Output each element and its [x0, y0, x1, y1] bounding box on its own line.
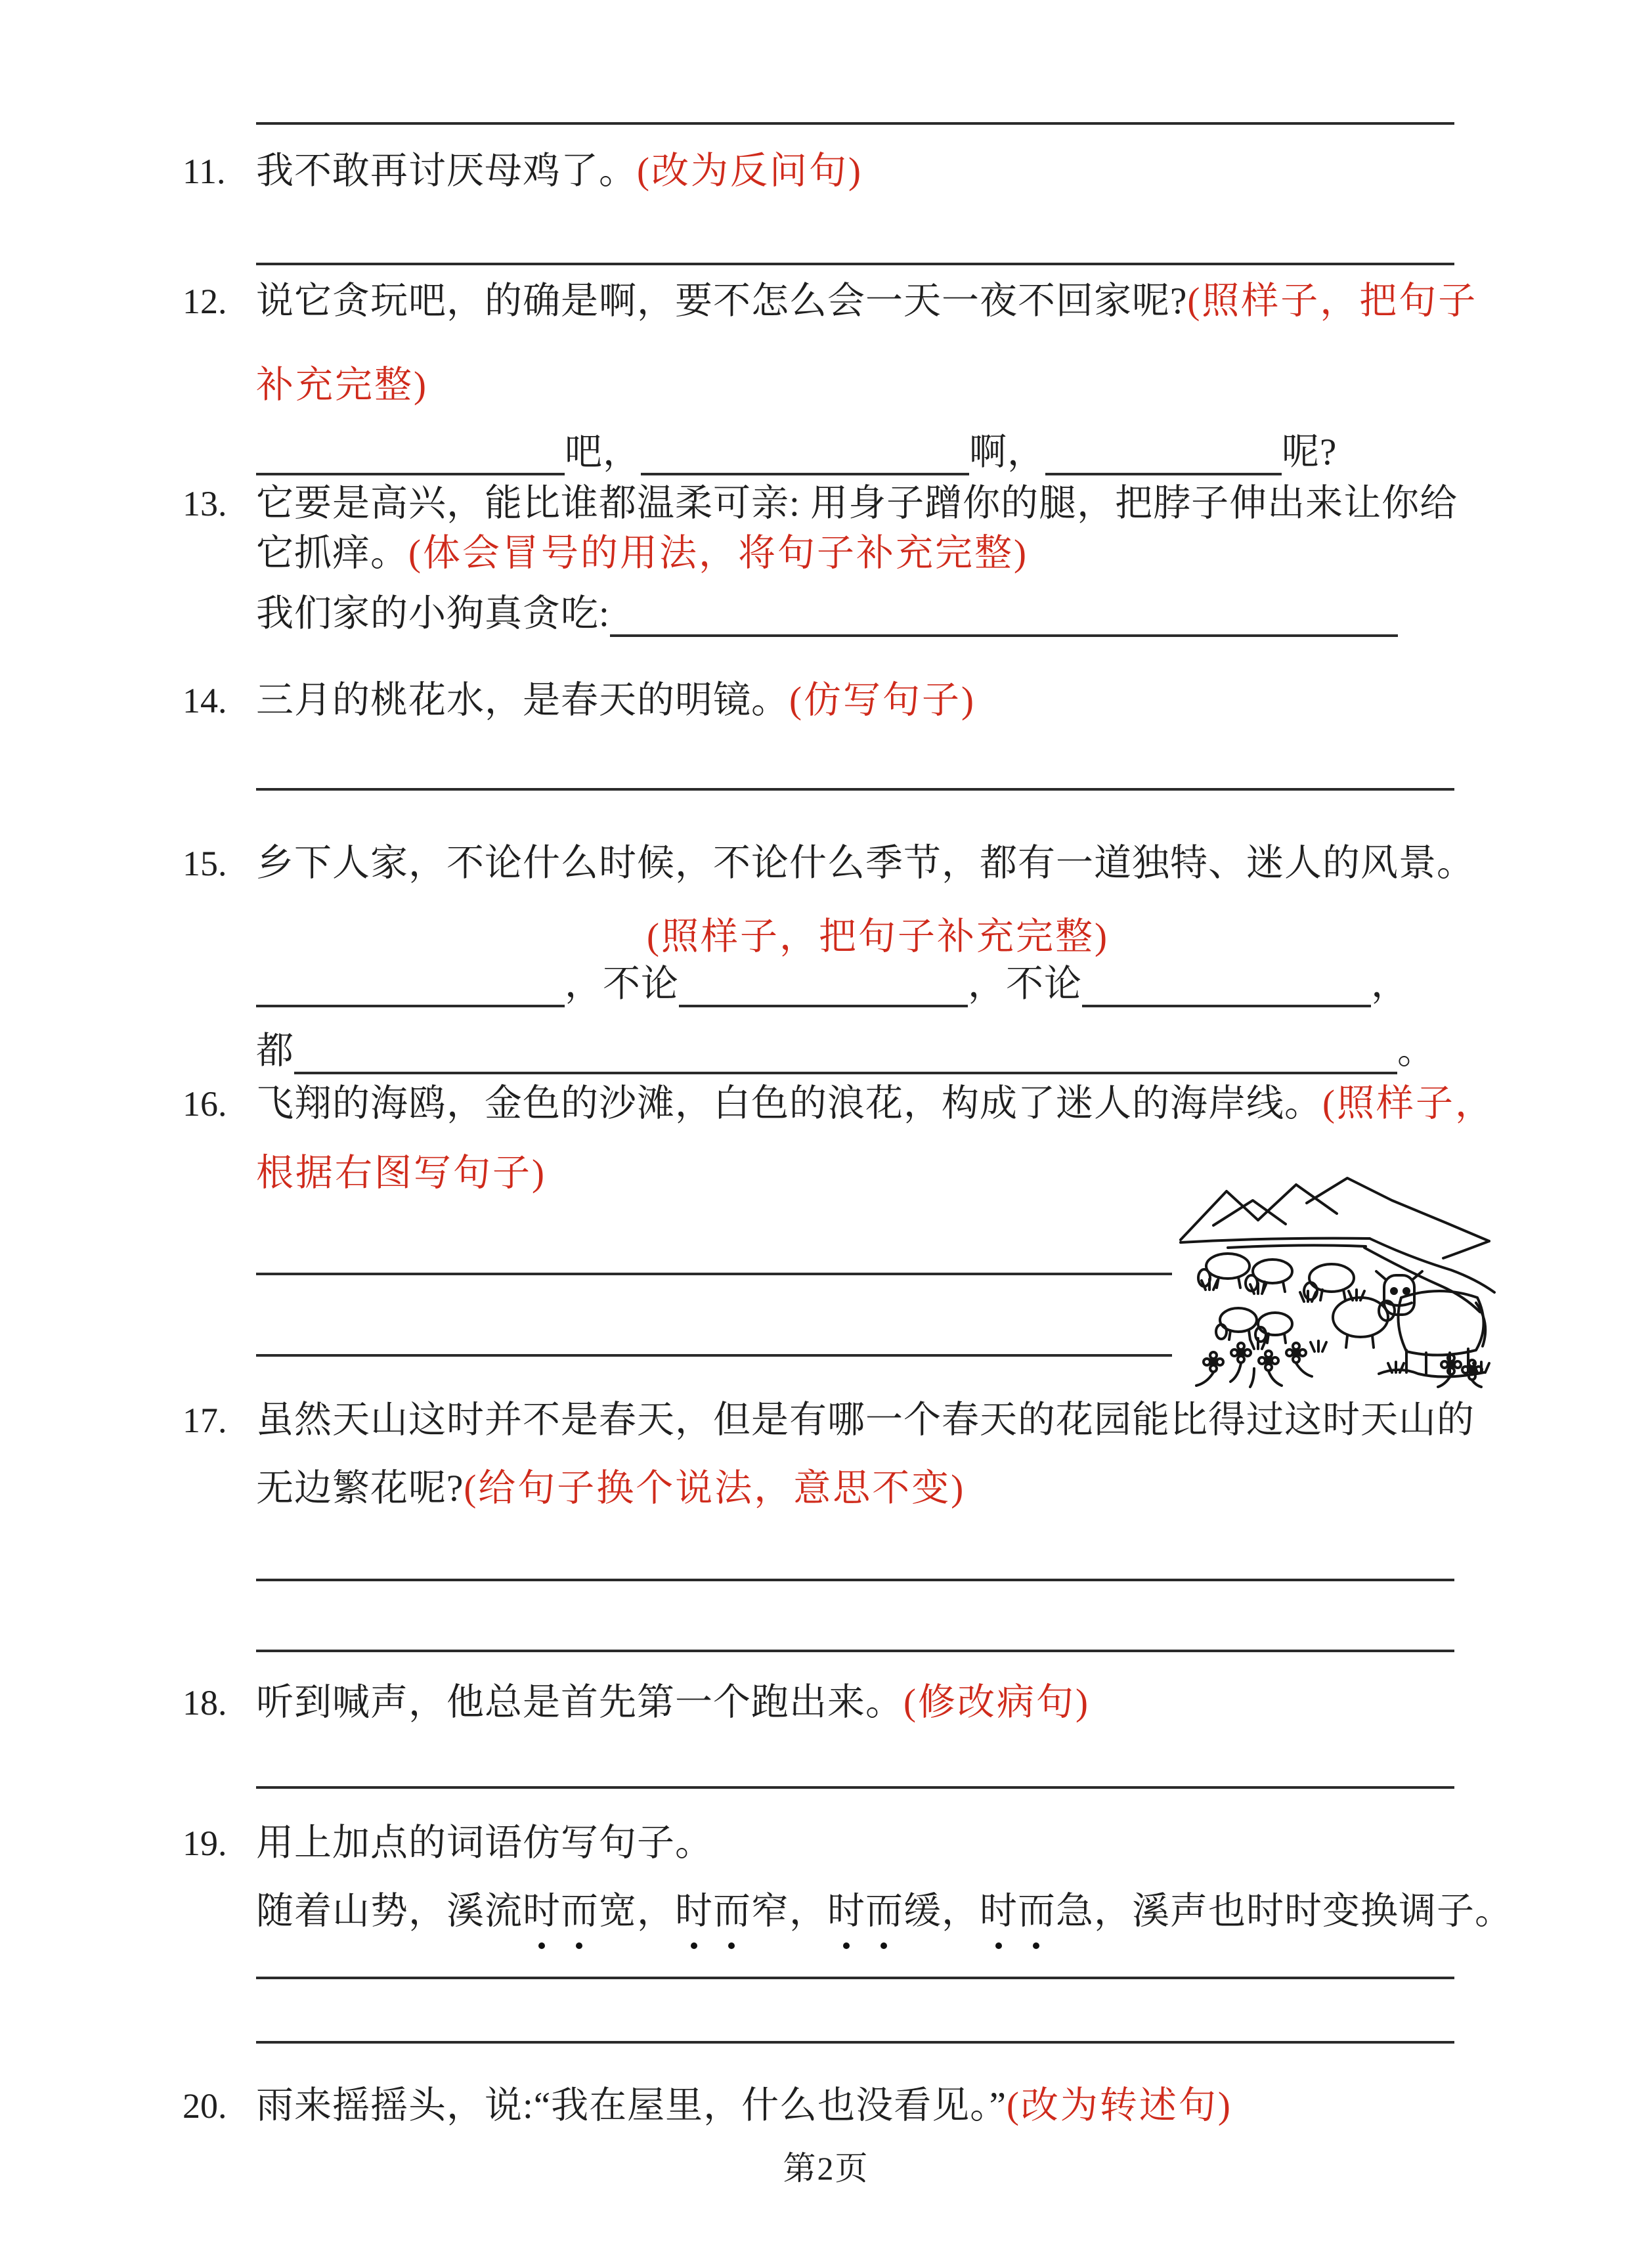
question-13-line-1 — [183, 481, 1458, 527]
fill-suffix: 。 — [1397, 1030, 1435, 1072]
question-text: 说它贪玩吧，的确是啊，要不怎么会一天一夜不回家呢? — [256, 280, 1188, 322]
answer-line — [256, 1273, 1172, 1275]
question-13-fill-line — [256, 591, 1398, 637]
instruction-note: (照样子， — [1322, 1083, 1494, 1124]
question-text: 听到喊声，他总是首先第一个跑出来。 — [256, 1682, 903, 1723]
question-17-line-1 — [183, 1397, 1475, 1443]
fill-blank — [679, 964, 968, 1007]
question-text: 我不敢再讨厌母鸡了。 — [256, 150, 637, 192]
instruction-note: (改为转述句) — [1006, 2085, 1232, 2126]
question-11 — [183, 148, 863, 194]
question-number: 13. — [183, 484, 227, 523]
question-number: 11. — [183, 152, 226, 191]
sheep — [1206, 1254, 1250, 1279]
question-15-fill-line-2 — [256, 1028, 1435, 1074]
emphasized-word: 时而 — [523, 1889, 599, 1935]
instruction-note: (给句子换个说法，意思不变) — [464, 1468, 966, 1509]
emphasized-word: 时而 — [980, 1889, 1056, 1935]
fill-blank — [256, 964, 565, 1007]
question-text: 三月的桃花水，是春天的明镜。 — [256, 680, 789, 721]
question-13-line-2 — [256, 531, 1028, 577]
fill-word: ，不论 — [565, 963, 679, 1005]
question-text: 用上加点的词语仿写句子。 — [256, 1822, 713, 1864]
question-number: 19. — [183, 1824, 227, 1863]
sheep — [1258, 1313, 1292, 1335]
sentence-segment: 缓， — [903, 1891, 980, 1932]
question-19-prompt — [183, 1820, 713, 1866]
fill-word: ，不论 — [968, 963, 1082, 1005]
question-12-line-2 — [256, 362, 428, 408]
flower-cluster — [1438, 1355, 1482, 1387]
answer-line — [256, 1354, 1172, 1357]
fill-blank — [294, 1031, 1397, 1074]
question-number: 18. — [183, 1683, 227, 1722]
question-17-line-2 — [256, 1466, 965, 1512]
question-text: 雨来摇摇头，说:“我在屋里，什么也没看见。” — [256, 2085, 1007, 2126]
emphasized-word: 时而 — [675, 1889, 751, 1935]
answer-line — [256, 1786, 1454, 1789]
question-number: 17. — [183, 1401, 227, 1440]
question-15-note — [647, 914, 1109, 960]
question-text: 无边繁花呢? — [256, 1468, 464, 1509]
sheep — [1253, 1260, 1292, 1283]
question-12-fill-line — [256, 429, 1337, 475]
answer-line — [256, 788, 1454, 791]
fill-word: 啊， — [969, 431, 1045, 473]
instruction-note: 根据右图写句子) — [256, 1152, 546, 1194]
question-16-line-1 — [183, 1081, 1494, 1127]
fill-blank — [641, 432, 969, 475]
cow-body — [1399, 1291, 1484, 1355]
fill-prefix: 我们家的小狗真贪吃: — [256, 593, 610, 634]
sentence-segment: 窄， — [751, 1891, 827, 1932]
fill-blank — [1045, 432, 1282, 475]
instruction-note: 补充完整) — [256, 364, 428, 406]
sentence-segment: 随着山势，溪流 — [256, 1891, 523, 1932]
fill-prefix: 都 — [256, 1030, 294, 1072]
question-18 — [183, 1680, 1090, 1726]
question-text: 虽然天山这时并不是春天，但是有哪一个春天的花园能比得过这时天山的 — [256, 1399, 1475, 1441]
answer-line — [256, 263, 1454, 265]
page-number: 第2页 — [783, 2150, 869, 2187]
fill-blank — [256, 432, 565, 475]
question-20 — [183, 2083, 1232, 2129]
question-text: 乡下人家，不论什么时候，不论什么季节，都有一道独特、迷人的风景。 — [256, 843, 1475, 884]
question-12-line-1 — [183, 278, 1477, 324]
instruction-note: (修改病句) — [903, 1682, 1090, 1723]
fill-word: 呢? — [1282, 431, 1337, 473]
emphasized-word: 时而 — [827, 1889, 903, 1935]
instruction-note: (体会冒号的用法，将句子补充完整) — [408, 533, 1028, 574]
instruction-note: (改为反问句) — [637, 150, 863, 192]
fill-blank — [1082, 964, 1371, 1007]
question-number: 14. — [183, 681, 227, 720]
fill-word: ， — [1371, 963, 1409, 1005]
question-16-line-2 — [256, 1150, 546, 1196]
fill-blank — [610, 594, 1398, 637]
question-15-fill-line-1 — [256, 961, 1409, 1007]
question-number: 12. — [183, 282, 227, 321]
pasture-illustration — [1175, 1161, 1504, 1399]
sentence-segment: 宽， — [599, 1891, 675, 1932]
instruction-note: (仿写句子) — [789, 680, 976, 721]
instruction-note: (照样子，把句子 — [1187, 280, 1478, 322]
question-number: 16. — [183, 1084, 227, 1124]
question-14 — [183, 678, 976, 724]
sentence-segment: 急， — [1056, 1891, 1132, 1932]
question-number: 20. — [183, 2086, 227, 2126]
answer-line — [256, 1650, 1454, 1652]
instruction-note: (照样子，把句子补充完整) — [647, 916, 1109, 957]
question-text: 它要是高兴，能比谁都温柔可亲: 用身子蹭你的腿，把脖子伸出来让你给 — [256, 483, 1458, 524]
question-15-line-1 — [183, 841, 1475, 887]
question-19-sentence — [256, 1889, 1513, 1935]
answer-line — [256, 1977, 1454, 1979]
answer-line — [256, 122, 1454, 125]
question-number: 15. — [183, 844, 227, 883]
answer-line — [256, 2041, 1454, 2044]
sentence-segment: 溪声也时时变换调子。 — [1132, 1891, 1513, 1932]
mountain-line — [1181, 1191, 1258, 1240]
answer-line — [256, 1579, 1454, 1581]
question-text: 它抓痒。 — [256, 533, 408, 574]
fill-word: 吧， — [565, 431, 641, 473]
question-text: 飞翔的海鸥，金色的沙滩，白色的浪花，构成了迷人的海岸线。 — [256, 1083, 1322, 1124]
